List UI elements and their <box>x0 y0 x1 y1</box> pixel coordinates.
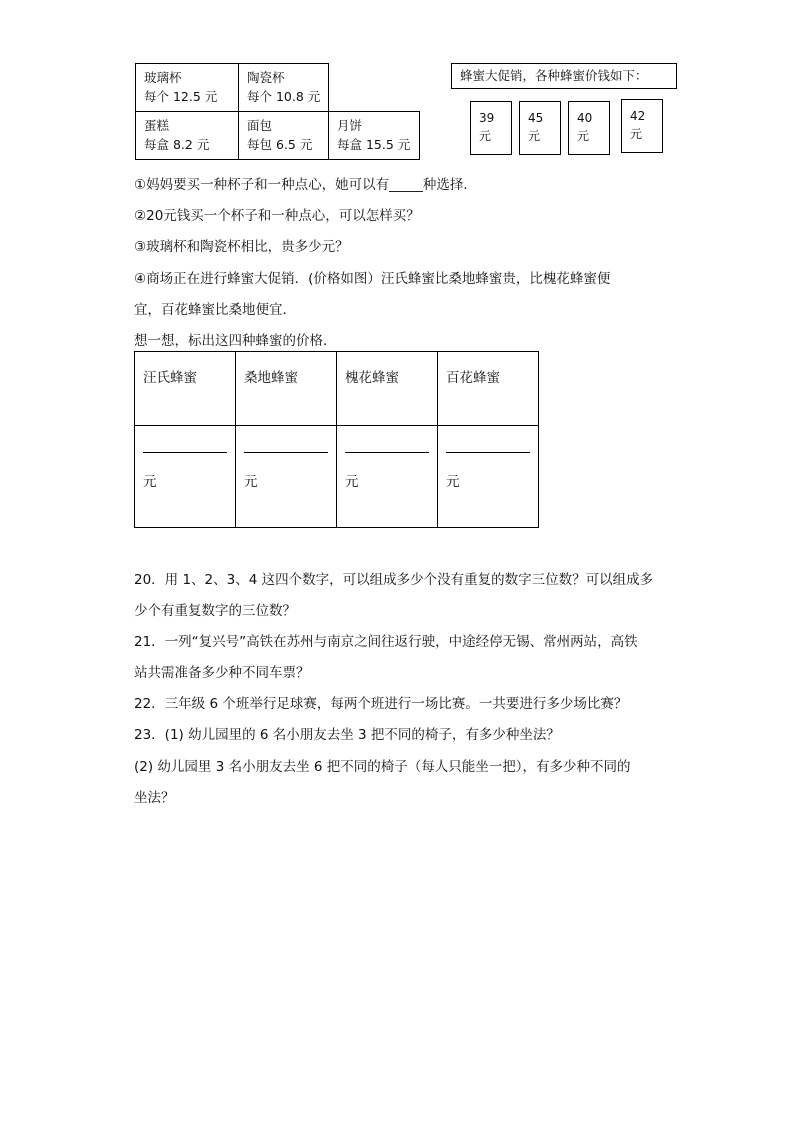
price-unit: 元 <box>630 127 643 141</box>
answer-unit: 元 <box>143 474 157 490</box>
price-tag <box>568 101 610 155</box>
item-price: 每个 10.8 元 <box>247 89 321 104</box>
problem-23-line-1: 23．(1) 幼儿园里的 6 名小朋友去坐 3 把不同的椅子，有多少种坐法？ <box>134 727 560 743</box>
question-2: ②20元钱买一个杯子和一种点心，可以怎样买？ <box>134 208 420 224</box>
promo-title: 蜂蜜大促销，各种蜂蜜价钱如下： <box>451 63 677 89</box>
honey-header-cell <box>134 351 236 426</box>
item-glass-cup <box>135 63 239 112</box>
item-name: 陶瓷杯 <box>247 70 285 85</box>
answer-unit: 元 <box>345 474 359 490</box>
item-name: 蛋糕 <box>144 118 170 133</box>
item-name: 面包 <box>247 118 273 133</box>
problem-23-line-3: 坐法？ <box>134 790 175 806</box>
price-number: 42 <box>630 109 646 123</box>
question-4-line-3: 想一想，标出这四种蜂蜜的价格． <box>134 333 337 349</box>
answer-blank <box>244 452 328 453</box>
price-unit: 元 <box>479 129 492 143</box>
problem-20-line-2: 少个有重复数字的三位数？ <box>134 603 296 619</box>
price-number: 45 <box>528 111 544 125</box>
answer-blank <box>143 452 227 453</box>
honey-answer-cell[interactable] <box>336 425 438 528</box>
honey-header-cell <box>235 351 337 426</box>
question-4-line-2: 宜，百花蜂蜜比桑地便宜． <box>134 302 296 318</box>
honey-header: 槐花蜂蜜 <box>345 370 399 386</box>
problem-22: 22．三年级 6 个班举行足球赛，每两个班进行一场比赛。一共要进行多少场比赛？ <box>134 696 628 712</box>
price-number: 39 <box>479 111 495 125</box>
honey-answer-cell[interactable] <box>235 425 337 528</box>
problem-23-line-2: (2) 幼儿园里 3 名小朋友去坐 6 把不同的椅子（每人只能坐一把），有多少种不同的 <box>134 759 631 775</box>
problem-21-line-1: 21．一列“复兴号”高铁在苏州与南京之间往返行驶，中途经停无锡、常州两站，高铁 <box>134 634 638 650</box>
item-cake <box>135 111 239 160</box>
item-price: 每包 6.5 元 <box>247 137 313 152</box>
question-4-line-1: ④商场正在进行蜂蜜大促销．(价格如图）汪氏蜂蜜比桑地蜂蜜贵，比槐花蜂蜜便 <box>134 271 611 287</box>
honey-header: 汪氏蜂蜜 <box>143 370 197 386</box>
item-price: 每个 12.5 元 <box>144 89 218 104</box>
item-mooncake <box>328 111 420 160</box>
honey-answer-cell[interactable] <box>437 425 539 528</box>
problem-21-line-2: 站共需准备多少种不同车票？ <box>134 665 310 681</box>
answer-blank <box>345 452 429 453</box>
price-number: 40 <box>577 111 593 125</box>
answer-unit: 元 <box>244 474 258 490</box>
honey-answer-cell[interactable] <box>134 425 236 528</box>
price-tag <box>621 99 663 153</box>
question-1: ①妈妈要买一种杯子和一种点心，她可以有_____种选择． <box>134 177 477 193</box>
item-ceramic-cup <box>238 63 329 112</box>
answer-blank <box>446 452 530 453</box>
price-tag <box>519 101 561 155</box>
price-tag <box>470 101 512 155</box>
item-price: 每盒 8.2 元 <box>144 137 210 152</box>
question-3: ③玻璃杯和陶瓷杯相比，贵多少元？ <box>134 239 349 255</box>
honey-header: 百花蜂蜜 <box>446 370 500 386</box>
price-unit: 元 <box>528 129 541 143</box>
item-bread <box>238 111 329 160</box>
item-name: 月饼 <box>337 118 363 133</box>
problem-20-line-1: 20．用 1、2、3、4 这四个数字，可以组成多少个没有重复的数字三位数？可以组成多 <box>134 572 654 588</box>
item-price: 每盒 15.5 元 <box>337 137 411 152</box>
item-name: 玻璃杯 <box>144 70 182 85</box>
answer-unit: 元 <box>446 474 460 490</box>
price-unit: 元 <box>577 129 590 143</box>
honey-header-cell <box>437 351 539 426</box>
honey-header-cell <box>336 351 438 426</box>
honey-header: 桑地蜂蜜 <box>244 370 298 386</box>
